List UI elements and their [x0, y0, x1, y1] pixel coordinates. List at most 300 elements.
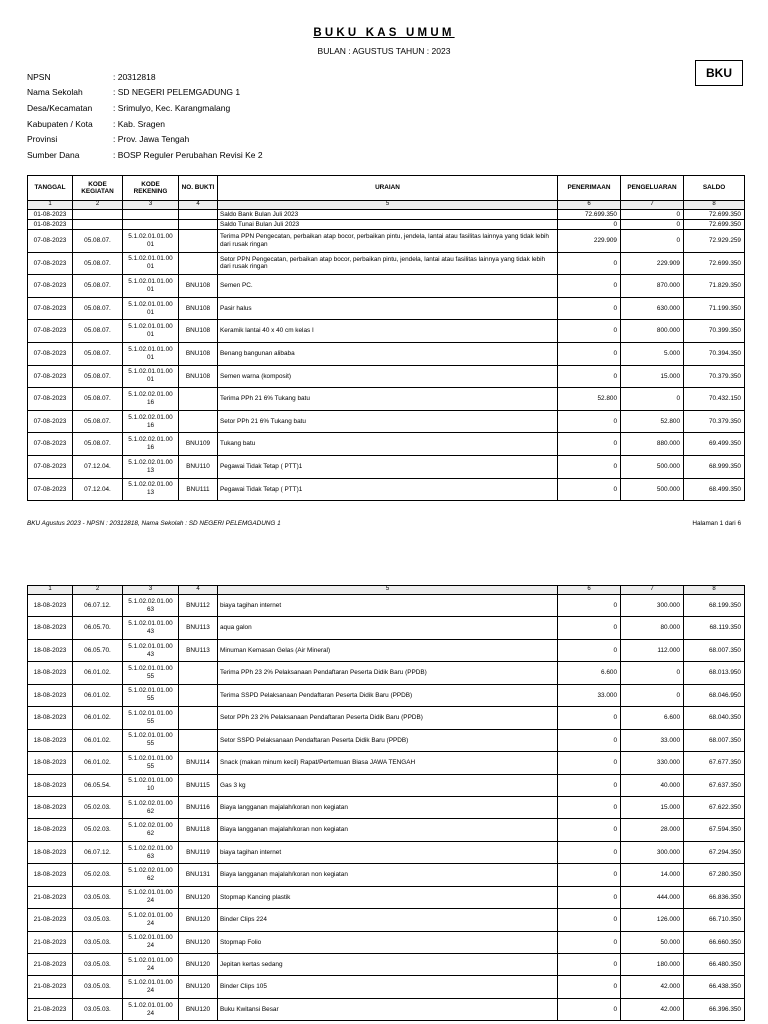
cell-account-code: 5.1.02.01.01.00 55	[123, 752, 179, 774]
cell-balance: 66.438.350	[684, 976, 745, 998]
cell-activity-code: 05.08.07.	[73, 230, 123, 253]
cell-date: 07-08-2023	[28, 388, 73, 411]
table-row	[28, 639, 745, 661]
cell-account-code: 5.1.02.02.01.00 16	[123, 433, 179, 456]
cell-date: 21-08-2023	[28, 954, 73, 976]
cell-account-code: 5.1.02.01.01.00 43	[123, 617, 179, 639]
cell-expense: 0	[621, 220, 684, 230]
cell-receipt-no	[179, 662, 218, 684]
cell-balance: 67.594.350	[684, 819, 745, 841]
cell-income: 229.909	[558, 230, 621, 253]
cell-expense: 50.000	[621, 931, 684, 953]
cell-balance: 72.929.259	[684, 230, 745, 253]
table-row	[28, 297, 745, 320]
cell-activity-code: 06.05.54.	[73, 774, 123, 796]
cell-income: 0	[558, 342, 621, 365]
column-number: 7	[621, 586, 684, 595]
ledger-table-page-1	[27, 175, 745, 501]
cell-date: 07-08-2023	[28, 320, 73, 343]
cell-expense: 800.000	[621, 320, 684, 343]
cell-income: 0	[558, 365, 621, 388]
cell-expense: 870.000	[621, 275, 684, 298]
info-label: Provinsi	[27, 134, 58, 145]
cell-receipt-no: BNU115	[179, 774, 218, 796]
cell-description: Pegawai Tidak Tetap ( PTT)1	[218, 478, 558, 501]
info-label: Kabupaten / Kota	[27, 118, 93, 129]
cell-date: 18-08-2023	[28, 684, 73, 706]
info-label: Desa/Kecamatan	[27, 102, 93, 113]
cell-account-code: 5.1.02.02.01.00 63	[123, 841, 179, 863]
cell-date: 07-08-2023	[28, 342, 73, 365]
cell-account-code: 5.1.02.01.01.00 24	[123, 931, 179, 953]
table-row	[28, 595, 745, 617]
column-number: 5	[218, 586, 558, 595]
cell-activity-code: 06.07.12.	[73, 595, 123, 617]
column-header: KODE REKENING	[123, 176, 179, 201]
cell-activity-code: 03.05.03.	[73, 886, 123, 908]
cell-income: 0	[558, 320, 621, 343]
table-row	[28, 617, 745, 639]
cell-date: 01-08-2023	[28, 210, 73, 220]
cell-expense: 14.000	[621, 864, 684, 886]
table-row	[28, 455, 745, 478]
info-label: Sumber Dana	[27, 149, 80, 160]
cell-account-code: 5.1.02.01.01.00 01	[123, 230, 179, 253]
cell-activity-code: 06.05.70.	[73, 639, 123, 661]
cell-expense: 0	[621, 210, 684, 220]
column-number: 8	[684, 201, 745, 210]
cell-income: 0	[558, 617, 621, 639]
cell-activity-code: 05.08.07.	[73, 342, 123, 365]
cell-expense: 444.000	[621, 886, 684, 908]
cell-income: 0	[558, 729, 621, 751]
cell-activity-code: 06.01.02.	[73, 729, 123, 751]
cell-date: 07-08-2023	[28, 410, 73, 433]
cell-balance: 66.836.350	[684, 886, 745, 908]
cell-account-code: 5.1.02.01.01.00 55	[123, 707, 179, 729]
cell-balance: 67.637.350	[684, 774, 745, 796]
cell-description: Setor PPh 21 6% Tukang batu	[218, 410, 558, 433]
table-row	[28, 909, 745, 931]
cell-receipt-no	[179, 729, 218, 751]
cell-receipt-no: BNU120	[179, 954, 218, 976]
cell-income: 0	[558, 639, 621, 661]
cell-income: 0	[558, 478, 621, 501]
cell-expense: 0	[621, 230, 684, 253]
cell-receipt-no	[179, 388, 218, 411]
cell-account-code: 5.1.02.01.01.00 55	[123, 729, 179, 751]
cell-description: Setor PPN Pengecatan, perbaikan atap bocor, perbaikan pintu, jendela, lantai atau fasilitas lainnya yang tidak lebih dari rusak ringan	[218, 252, 558, 275]
cell-balance: 71.829.350	[684, 275, 745, 298]
cell-balance: 66.396.350	[684, 998, 745, 1020]
cell-balance: 71.199.350	[684, 297, 745, 320]
column-header: KODE KEGIATAN	[73, 176, 123, 201]
cell-account-code: 5.1.02.01.01.00 24	[123, 886, 179, 908]
cell-balance: 70.379.350	[684, 410, 745, 433]
cell-activity-code: 06.01.02.	[73, 707, 123, 729]
cell-description: Stopmap Folio	[218, 931, 558, 953]
cell-receipt-no: BNU120	[179, 909, 218, 931]
cell-activity-code: 06.07.12.	[73, 841, 123, 863]
cell-account-code: 5.1.02.01.01.00 01	[123, 275, 179, 298]
cell-income: 0	[558, 410, 621, 433]
cell-receipt-no: BNU120	[179, 998, 218, 1020]
cell-activity-code: 05.08.07.	[73, 297, 123, 320]
table-row	[28, 976, 745, 998]
cell-receipt-no: BNU118	[179, 819, 218, 841]
cell-expense: 0	[621, 684, 684, 706]
cell-account-code: 5.1.02.02.01.00 16	[123, 388, 179, 411]
cell-receipt-no: BNU113	[179, 639, 218, 661]
cell-account-code: 5.1.02.01.01.00 10	[123, 774, 179, 796]
school-info	[27, 69, 263, 163]
cell-receipt-no: BNU116	[179, 796, 218, 818]
cell-balance: 68.119.350	[684, 617, 745, 639]
cell-income: 0	[558, 455, 621, 478]
cell-balance: 68.007.350	[684, 729, 745, 751]
cell-date: 18-08-2023	[28, 819, 73, 841]
cell-income: 0	[558, 909, 621, 931]
cell-expense: 15.000	[621, 796, 684, 818]
table-row	[28, 320, 745, 343]
column-number: 5	[218, 201, 558, 210]
cell-income: 0	[558, 220, 621, 230]
cell-balance: 67.677.350	[684, 752, 745, 774]
table-row	[28, 864, 745, 886]
info-row	[27, 116, 263, 132]
cell-expense: 5.000	[621, 342, 684, 365]
column-header: TANGGAL	[28, 176, 73, 201]
column-number: 6	[558, 586, 621, 595]
cell-account-code: 5.1.02.01.01.00 24	[123, 976, 179, 998]
info-row	[27, 69, 263, 85]
cell-balance: 67.622.350	[684, 796, 745, 818]
cell-account-code: 5.1.02.01.01.00 55	[123, 662, 179, 684]
cell-expense: 80.000	[621, 617, 684, 639]
cell-date: 21-08-2023	[28, 931, 73, 953]
table-row	[28, 365, 745, 388]
info-row	[27, 131, 263, 147]
cell-activity-code: 05.02.03.	[73, 819, 123, 841]
cell-description: Pegawai Tidak Tetap ( PTT)1	[218, 455, 558, 478]
cell-account-code: 5.1.02.01.01.00 24	[123, 998, 179, 1020]
cell-income: 0	[558, 707, 621, 729]
cell-activity-code: 05.08.07.	[73, 365, 123, 388]
table-row	[28, 210, 745, 220]
cell-activity-code: 03.05.03.	[73, 976, 123, 998]
cell-balance: 70.394.350	[684, 342, 745, 365]
ledger-table-page-2	[27, 585, 745, 1021]
info-label: NPSN	[27, 71, 51, 82]
cell-receipt-no	[179, 684, 218, 706]
cell-description: Terima SSPD Pelaksanaan Pendaftaran Peserta Didik Baru (PPDB)	[218, 684, 558, 706]
cell-receipt-no: BNU113	[179, 617, 218, 639]
cell-description: Stopmap Kancing plastik	[218, 886, 558, 908]
cell-activity-code: 05.08.07.	[73, 410, 123, 433]
cell-expense: 52.800	[621, 410, 684, 433]
cell-description: Semen warna (komposit)	[218, 365, 558, 388]
cell-date: 07-08-2023	[28, 297, 73, 320]
cell-receipt-no	[179, 410, 218, 433]
column-number: 1	[28, 586, 73, 595]
table-row	[28, 774, 745, 796]
cell-activity-code	[73, 210, 123, 220]
cell-balance: 67.280.350	[684, 864, 745, 886]
table-row	[28, 998, 745, 1020]
cell-expense: 0	[621, 388, 684, 411]
cell-date: 18-08-2023	[28, 752, 73, 774]
cell-receipt-no: BNU108	[179, 342, 218, 365]
table-row	[28, 252, 745, 275]
column-number: 2	[73, 586, 123, 595]
cell-account-code: 5.1.02.02.01.00 16	[123, 410, 179, 433]
cell-balance: 66.480.350	[684, 954, 745, 976]
column-number: 8	[684, 586, 745, 595]
table-row	[28, 230, 745, 253]
cell-date: 18-08-2023	[28, 639, 73, 661]
cell-activity-code: 05.02.03.	[73, 864, 123, 886]
cell-income: 0	[558, 954, 621, 976]
table-row	[28, 954, 745, 976]
cell-receipt-no: BNU120	[179, 931, 218, 953]
cell-date: 21-08-2023	[28, 976, 73, 998]
cell-income: 0	[558, 774, 621, 796]
cell-activity-code: 05.08.07.	[73, 433, 123, 456]
cell-receipt-no: BNU111	[179, 478, 218, 501]
cell-date: 18-08-2023	[28, 729, 73, 751]
cell-account-code: 5.1.02.02.01.00 13	[123, 478, 179, 501]
cell-description: Biaya langganan majalah/koran non kegiatan	[218, 864, 558, 886]
column-header: NO. BUKTI	[179, 176, 218, 201]
info-row	[27, 85, 263, 101]
cell-date: 07-08-2023	[28, 433, 73, 456]
document-subtitle: BULAN : AGUSTUS TAHUN : 2023	[317, 46, 451, 56]
cell-date: 21-08-2023	[28, 909, 73, 931]
cell-receipt-no: BNU108	[179, 297, 218, 320]
table-row	[28, 410, 745, 433]
cell-balance: 68.013.950	[684, 662, 745, 684]
cell-income: 0	[558, 275, 621, 298]
cell-balance: 68.007.350	[684, 639, 745, 661]
cell-income: 0	[558, 433, 621, 456]
cell-description: Setor SSPD Pelaksanaan Pendaftaran Peserta Didik Baru (PPDB)	[218, 729, 558, 751]
cell-income: 0	[558, 252, 621, 275]
cell-account-code: 5.1.02.01.01.00 43	[123, 639, 179, 661]
cell-activity-code: 03.05.03.	[73, 954, 123, 976]
cell-balance: 67.294.350	[684, 841, 745, 863]
cell-expense: 330.000	[621, 752, 684, 774]
column-number: 4	[179, 201, 218, 210]
cell-activity-code: 03.05.03.	[73, 998, 123, 1020]
table-row	[28, 684, 745, 706]
table-row	[28, 841, 745, 863]
cell-description: Binder Clips 224	[218, 909, 558, 931]
cell-income: 0	[558, 864, 621, 886]
column-number: 1	[28, 201, 73, 210]
cell-expense: 500.000	[621, 455, 684, 478]
cell-account-code: 5.1.02.02.01.00 63	[123, 595, 179, 617]
document-title: BUKU KAS UMUM	[313, 27, 455, 39]
cell-description: biaya tagihan internet	[218, 595, 558, 617]
cell-date: 18-08-2023	[28, 774, 73, 796]
cell-date: 01-08-2023	[28, 220, 73, 230]
cell-description: Buku Kwitansi Besar	[218, 998, 558, 1020]
cell-receipt-no: BNU108	[179, 275, 218, 298]
table-row	[28, 275, 745, 298]
table-row	[28, 433, 745, 456]
cell-description: Binder Clips 105	[218, 976, 558, 998]
cell-date: 18-08-2023	[28, 595, 73, 617]
cell-expense: 112.000	[621, 639, 684, 661]
table-row	[28, 342, 745, 365]
cell-description: Terima PPN Pengecatan, perbaikan atap bocor, perbaikan pintu, jendela, lantai atau fasilitas lainnya yang tidak lebih dari rusak ringan	[218, 230, 558, 253]
cell-date: 07-08-2023	[28, 478, 73, 501]
info-value: : BOSP Reguler Perubahan Revisi Ke 2	[113, 149, 263, 160]
cell-activity-code: 03.05.03.	[73, 909, 123, 931]
cell-activity-code	[73, 220, 123, 230]
cell-account-code: 5.1.02.01.01.00 01	[123, 365, 179, 388]
cell-receipt-no: BNU120	[179, 886, 218, 908]
cell-activity-code: 05.08.07.	[73, 252, 123, 275]
info-value: : Srimulyo, Kec. Karangmalang	[113, 102, 231, 113]
cell-activity-code: 05.08.07.	[73, 320, 123, 343]
cell-balance: 72.699.350	[684, 220, 745, 230]
cell-description: Terima PPh 23 2% Pelaksanaan Pendaftaran Peserta Didik Baru (PPDB)	[218, 662, 558, 684]
cell-balance: 66.660.350	[684, 931, 745, 953]
cell-account-code	[123, 220, 179, 230]
cell-income: 0	[558, 998, 621, 1020]
table-row	[28, 220, 745, 230]
cell-balance: 70.379.350	[684, 365, 745, 388]
cell-receipt-no	[179, 707, 218, 729]
cell-activity-code: 05.02.03.	[73, 796, 123, 818]
cell-date: 07-08-2023	[28, 275, 73, 298]
cell-income: 0	[558, 796, 621, 818]
cell-description: Saldo Tunai Bulan Juli 2023	[218, 220, 558, 230]
cell-receipt-no	[179, 230, 218, 253]
cell-expense: 15.000	[621, 365, 684, 388]
cell-account-code: 5.1.02.01.01.00 01	[123, 342, 179, 365]
column-number: 4	[179, 586, 218, 595]
cell-balance: 72.699.350	[684, 210, 745, 220]
cell-income: 0	[558, 976, 621, 998]
cell-description: Setor PPh 23 2% Pelaksanaan Pendaftaran Peserta Didik Baru (PPDB)	[218, 707, 558, 729]
cell-account-code: 5.1.02.01.01.00 24	[123, 954, 179, 976]
cell-activity-code: 03.05.03.	[73, 931, 123, 953]
cell-expense: 28.000	[621, 819, 684, 841]
cell-activity-code: 06.01.02.	[73, 752, 123, 774]
cell-receipt-no: BNU131	[179, 864, 218, 886]
page-footer-info: BKU Agustus 2023 - NPSN : 20312818, Nama Sekolah : SD NEGERI PELEMGADUNG 1	[27, 520, 281, 527]
cell-activity-code: 06.01.02.	[73, 662, 123, 684]
cell-balance: 69.499.350	[684, 433, 745, 456]
cell-balance: 68.999.350	[684, 455, 745, 478]
column-number-row	[28, 586, 745, 595]
cell-date: 18-08-2023	[28, 841, 73, 863]
cell-expense: 180.000	[621, 954, 684, 976]
cell-date: 18-08-2023	[28, 617, 73, 639]
cell-date: 18-08-2023	[28, 796, 73, 818]
info-row	[27, 100, 263, 116]
column-number-row	[28, 201, 745, 210]
cell-description: aqua galon	[218, 617, 558, 639]
cell-receipt-no: BNU119	[179, 841, 218, 863]
cell-account-code: 5.1.02.02.01.00 13	[123, 455, 179, 478]
cell-expense: 42.000	[621, 976, 684, 998]
cell-account-code: 5.1.02.02.01.00 62	[123, 864, 179, 886]
cell-description: biaya tagihan internet	[218, 841, 558, 863]
cell-description: Snack (makan minum kecil) Rapat/Pertemuan Biasa JAWA TENGAH	[218, 752, 558, 774]
cell-receipt-no	[179, 252, 218, 275]
table-row	[28, 707, 745, 729]
bku-badge: BKU	[695, 60, 743, 86]
cell-income: 52.800	[558, 388, 621, 411]
cell-expense: 300.000	[621, 595, 684, 617]
cell-expense: 229.909	[621, 252, 684, 275]
cell-description: Minuman Kemasan Gelas (Air Mineral)	[218, 639, 558, 661]
column-header: PENGELUARAN	[621, 176, 684, 201]
table-row	[28, 886, 745, 908]
cell-receipt-no	[179, 220, 218, 230]
table-row	[28, 752, 745, 774]
table-row	[28, 729, 745, 751]
column-number: 3	[123, 586, 179, 595]
cell-income: 0	[558, 931, 621, 953]
cell-account-code: 5.1.02.01.01.00 01	[123, 320, 179, 343]
cell-activity-code: 06.01.02.	[73, 684, 123, 706]
table-row	[28, 662, 745, 684]
column-header: PENERIMAAN	[558, 176, 621, 201]
info-row	[27, 147, 263, 163]
info-label: Nama Sekolah	[27, 87, 83, 98]
cell-income: 0	[558, 841, 621, 863]
cell-description: Biaya langganan majalah/koran non kegiatan	[218, 819, 558, 841]
info-value: : SD NEGERI PELEMGADUNG 1	[113, 87, 241, 98]
cell-date: 18-08-2023	[28, 662, 73, 684]
cell-account-code: 5.1.02.01.01.00 55	[123, 684, 179, 706]
cell-expense: 500.000	[621, 478, 684, 501]
cell-income: 72.699.350	[558, 210, 621, 220]
column-number: 6	[558, 201, 621, 210]
cell-account-code: 5.1.02.02.01.00 62	[123, 819, 179, 841]
cell-activity-code: 06.05.70.	[73, 617, 123, 639]
cell-activity-code: 05.08.07.	[73, 275, 123, 298]
cell-balance: 70.399.350	[684, 320, 745, 343]
cell-activity-code: 07.12.04.	[73, 455, 123, 478]
cell-date: 18-08-2023	[28, 864, 73, 886]
cell-receipt-no: BNU109	[179, 433, 218, 456]
cell-date: 07-08-2023	[28, 455, 73, 478]
cell-income: 33.000	[558, 684, 621, 706]
cell-description: Saldo Bank Bulan Juli 2023	[218, 210, 558, 220]
table-row	[28, 388, 745, 411]
cell-description: Benang bangunan alibaba	[218, 342, 558, 365]
cell-description: Jepitan kertas sedang	[218, 954, 558, 976]
column-number: 2	[73, 201, 123, 210]
cell-receipt-no: BNU110	[179, 455, 218, 478]
cell-income: 6.600	[558, 662, 621, 684]
cell-income: 0	[558, 819, 621, 841]
cell-balance: 68.499.350	[684, 478, 745, 501]
cell-description: Terima PPh 21 6% Tukang batu	[218, 388, 558, 411]
cell-balance: 68.040.350	[684, 707, 745, 729]
cell-balance: 68.199.350	[684, 595, 745, 617]
cell-income: 0	[558, 297, 621, 320]
cell-expense: 40.000	[621, 774, 684, 796]
cell-description: Keramik lantai 40 x 40 cm kelas I	[218, 320, 558, 343]
cell-receipt-no: BNU108	[179, 365, 218, 388]
info-value: : Prov. Jawa Tengah	[113, 134, 190, 145]
